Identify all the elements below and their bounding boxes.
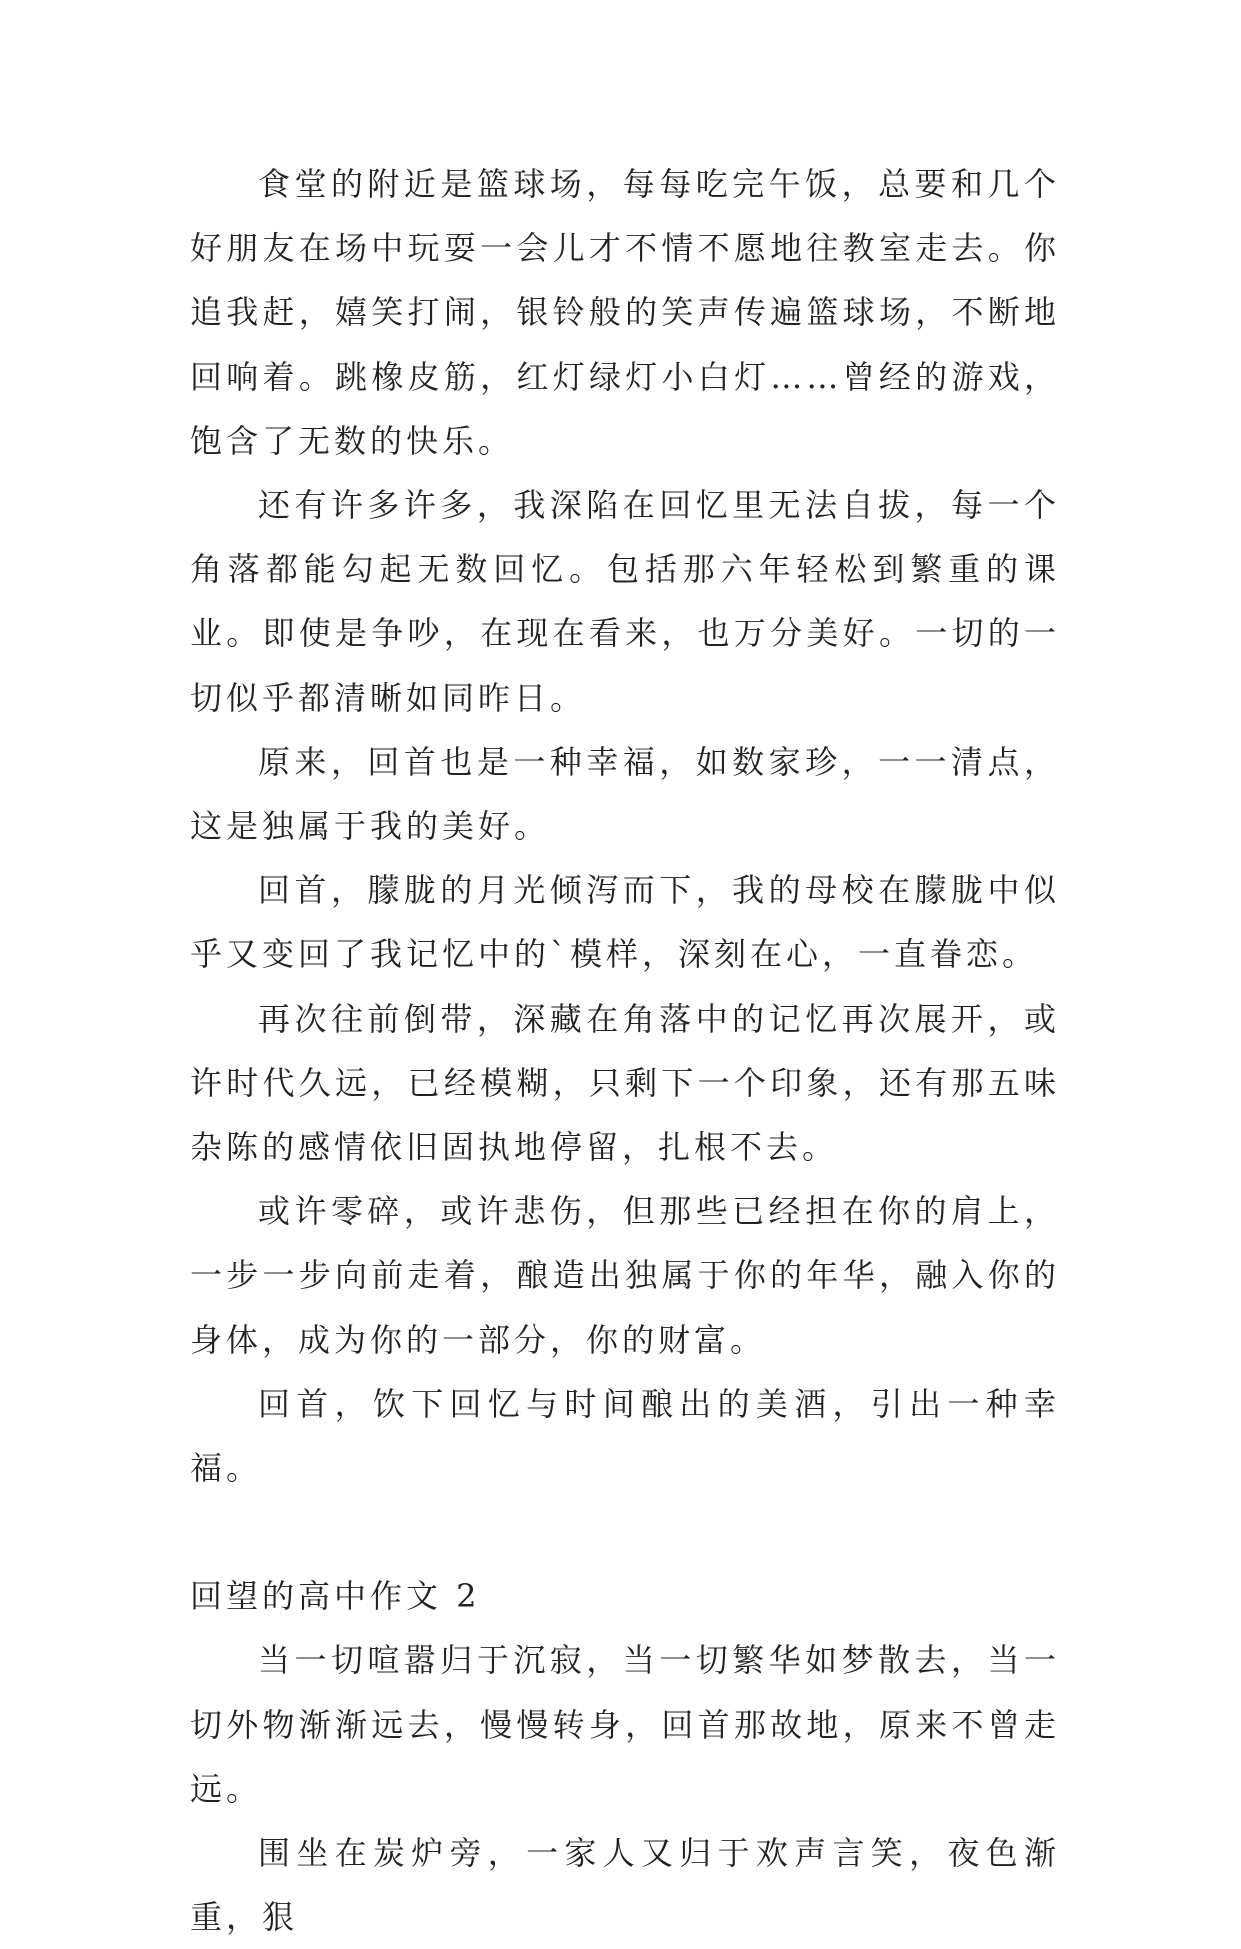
paragraph-rewind: 再次往前倒带，深藏在角落中的记忆再次展开，或许时代久远，已经模糊，只剩下一个印象，还有那五味杂陈的感情依旧固执地停留，扎根不去。	[190, 999, 1060, 1167]
paragraph-wine: 回首，饮下回忆与时间酿出的美酒，引出一种幸福。	[190, 1384, 1060, 1488]
paragraph-basketball-court: 食堂的附近是篮球场，每每吃完午饭，总要和几个好朋友在场中玩耍一会儿才不情不愿地往教室走去。你追我赶，嬉笑打闹，银铃般的笑声传遍篮球场，不断地回响着。跳橡皮筋，红灯绿灯小白灯……曾经的游戏，饱含了无数的快乐。	[190, 165, 1060, 460]
paragraph-happiness: 原来，回首也是一种幸福，如数家珍，一一清点，这是独属于我的美好。	[190, 742, 1060, 846]
document-body	[190, 152, 1060, 1949]
paragraph-fragments: 或许零碎，或许悲伤，但那些已经担在你的肩上，一步一步向前走着，酿造出独属于你的年华，融入你的身体，成为你的一部分，你的财富。	[190, 1192, 1060, 1359]
paragraph-charcoal-stove: 围坐在炭炉旁，一家人又归于欢声言笑，夜色渐重，狠	[190, 1834, 1060, 1937]
paragraph-silence: 当一切喧嚣归于沉寂，当一切繁华如梦散去，当一切外物渐渐远去，慢慢转身，回首那故地，原来不曾走远。	[190, 1641, 1060, 1808]
paragraph-moonlight: 回首，朦胧的月光倾泻而下，我的母校在朦胧中似乎又变回了我记忆中的`模样，深刻在心，一直眷恋。	[190, 871, 1060, 974]
section-title: 回望的高中作文 2	[190, 1577, 481, 1616]
paragraph-memories: 还有许多许多，我深陷在回忆里无法自拔，每一个角落都能勾起无数回忆。包括那六年轻松到繁重的课业。即使是争吵，在现在看来，也万分美好。一切的一切似乎都清晰如同昨日。	[190, 486, 1060, 717]
